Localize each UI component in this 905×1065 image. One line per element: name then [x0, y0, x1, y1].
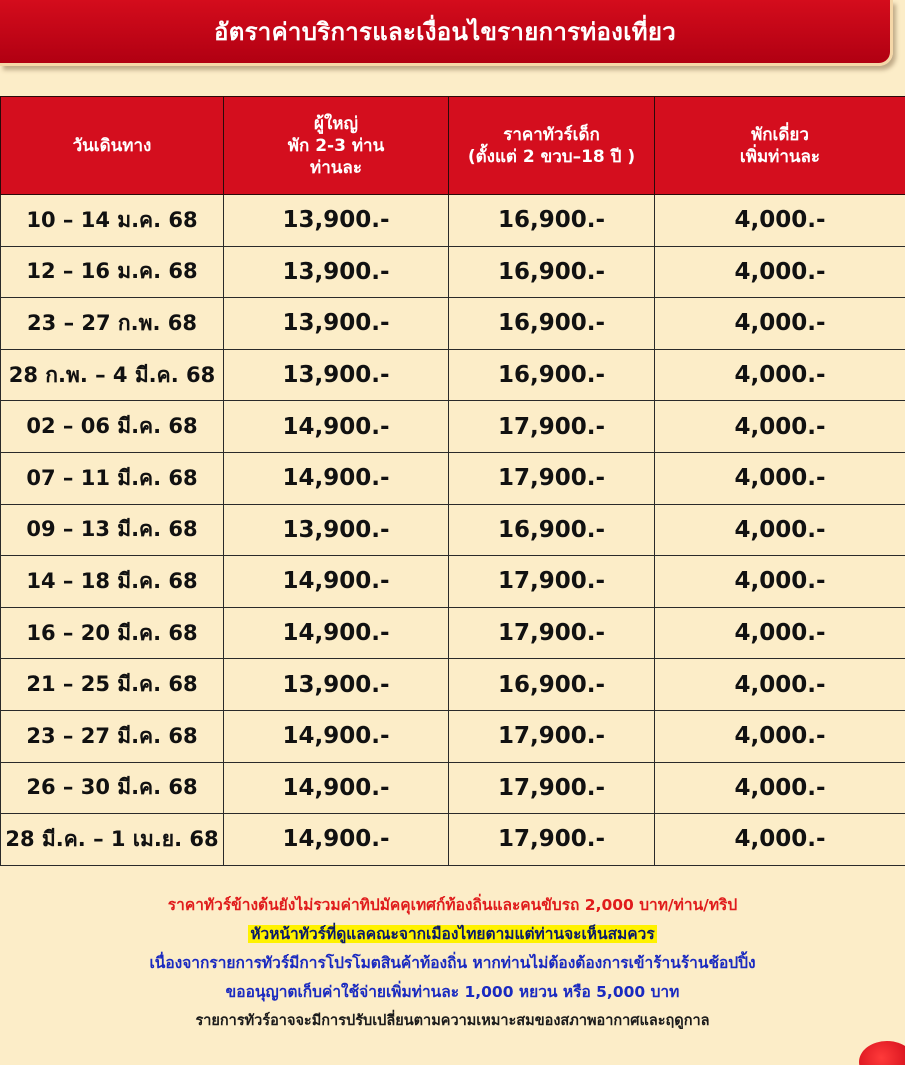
travel-date-cell: 26 – 30 มี.ค. 68 [1, 762, 224, 814]
table-row [1, 246, 905, 298]
single-supplement-cell: 4,000.- [655, 298, 905, 350]
travel-date-cell: 07 – 11 มี.ค. 68 [1, 452, 224, 504]
table-row [1, 504, 905, 556]
child-price-cell: 16,900.- [449, 659, 655, 711]
child-price-cell: 17,900.- [449, 556, 655, 608]
adult-price-cell: 13,900.- [224, 246, 449, 298]
note-shopping: เนื่องจากรายการทัวร์มีการโปรโมตสินค้าท้องถิ่น หากท่านไม่ต้องต้องการเข้าร้านร้านช้อปปิ้ง [149, 954, 756, 972]
child-price-cell: 16,900.- [449, 246, 655, 298]
single-supplement-cell: 4,000.- [655, 762, 905, 814]
child-price-cell: 17,900.- [449, 710, 655, 762]
travel-date-cell: 21 – 25 มี.ค. 68 [1, 659, 224, 711]
title-banner [0, 0, 893, 66]
adult-price-cell: 13,900.- [224, 659, 449, 711]
single-supplement-cell: 4,000.- [655, 659, 905, 711]
adult-price-cell: 14,900.- [224, 401, 449, 453]
column-header-travel-date: วันเดินทาง [1, 97, 224, 195]
travel-date-cell: 16 – 20 มี.ค. 68 [1, 607, 224, 659]
column-header-adult-price: ผู้ใหญ่ พัก 2-3 ท่าน ท่านละ [224, 97, 449, 195]
single-supplement-cell: 4,000.- [655, 814, 905, 866]
column-header-single-supplement: พักเดี่ยว เพิ่มท่านละ [655, 97, 905, 195]
adult-price-cell: 13,900.- [224, 298, 449, 350]
child-price-cell: 17,900.- [449, 607, 655, 659]
child-price-cell: 16,900.- [449, 349, 655, 401]
adult-price-cell: 14,900.- [224, 710, 449, 762]
travel-date-cell: 10 – 14 ม.ค. 68 [1, 195, 224, 247]
note-tour-leader [0, 920, 905, 949]
table-row [1, 298, 905, 350]
table-row [1, 349, 905, 401]
adult-price-cell: 13,900.- [224, 349, 449, 401]
note-shopping-fee: ขออนุญาตเก็บค่าใช้จ่ายเพิ่มท่านละ 1,000 หยวน หรือ 5,000 บาท [225, 983, 680, 1001]
adult-price-cell: 13,900.- [224, 195, 449, 247]
adult-price-cell: 13,900.- [224, 504, 449, 556]
table-row [1, 659, 905, 711]
adult-price-cell: 14,900.- [224, 814, 449, 866]
table-header [1, 97, 905, 195]
table-row [1, 401, 905, 453]
child-price-cell: 17,900.- [449, 762, 655, 814]
travel-date-cell: 09 – 13 มี.ค. 68 [1, 504, 224, 556]
child-price-cell: 16,900.- [449, 195, 655, 247]
table-row [1, 607, 905, 659]
travel-date-cell: 12 – 16 ม.ค. 68 [1, 246, 224, 298]
single-supplement-cell: 4,000.- [655, 401, 905, 453]
note-tour-leader-text: หัวหน้าทัวร์ที่ดูแลคณะจากเมืองไทยตามแต่ท่านจะเห็นสมควร [250, 925, 655, 943]
table-body [1, 195, 905, 866]
child-price-cell: 17,900.- [449, 452, 655, 504]
child-price-cell: 16,900.- [449, 504, 655, 556]
travel-date-cell: 02 – 06 มี.ค. 68 [1, 401, 224, 453]
notes-section [0, 891, 905, 1036]
child-price-cell: 17,900.- [449, 814, 655, 866]
column-header-child-price: ราคาทัวร์เด็ก (ตั้งแต่ 2 ขวบ–18 ปี ) [449, 97, 655, 195]
travel-date-cell: 28 ก.พ. – 4 มี.ค. 68 [1, 349, 224, 401]
table-row [1, 762, 905, 814]
adult-price-cell: 14,900.- [224, 762, 449, 814]
child-price-cell: 16,900.- [449, 298, 655, 350]
single-supplement-cell: 4,000.- [655, 710, 905, 762]
single-supplement-cell: 4,000.- [655, 504, 905, 556]
single-supplement-cell: 4,000.- [655, 349, 905, 401]
travel-date-cell: 28 มี.ค. – 1 เม.ย. 68 [1, 814, 224, 866]
travel-date-cell: 23 – 27 มี.ค. 68 [1, 710, 224, 762]
adult-price-cell: 14,900.- [224, 452, 449, 504]
note-tip-fee: ราคาทัวร์ข้างต้นยังไม่รวมค่าทิปมัคคุเทศก์ท้องถิ่นและคนขับรถ 2,000 บาท/ท่าน/ทริป [167, 896, 738, 914]
child-price-cell: 17,900.- [449, 401, 655, 453]
table-row [1, 452, 905, 504]
table-row [1, 195, 905, 247]
adult-price-cell: 14,900.- [224, 556, 449, 608]
single-supplement-cell: 4,000.- [655, 556, 905, 608]
note-itinerary-change: รายการทัวร์อาจจะมีการปรับเปลี่ยนตามความเหมาะสมของสภาพอากาศและฤดูกาล [195, 1013, 710, 1029]
travel-date-cell: 14 – 18 มี.ค. 68 [1, 556, 224, 608]
table-row [1, 814, 905, 866]
price-table [0, 96, 905, 866]
adult-price-cell: 14,900.- [224, 607, 449, 659]
page-title: อัตราค่าบริการและเงื่อนไขรายการท่องเที่ยว [214, 18, 676, 46]
table-row [1, 556, 905, 608]
single-supplement-cell: 4,000.- [655, 195, 905, 247]
table-row [1, 710, 905, 762]
travel-date-cell: 23 – 27 ก.พ. 68 [1, 298, 224, 350]
single-supplement-cell: 4,000.- [655, 607, 905, 659]
single-supplement-cell: 4,000.- [655, 452, 905, 504]
corner-decoration [859, 1041, 905, 1065]
single-supplement-cell: 4,000.- [655, 246, 905, 298]
